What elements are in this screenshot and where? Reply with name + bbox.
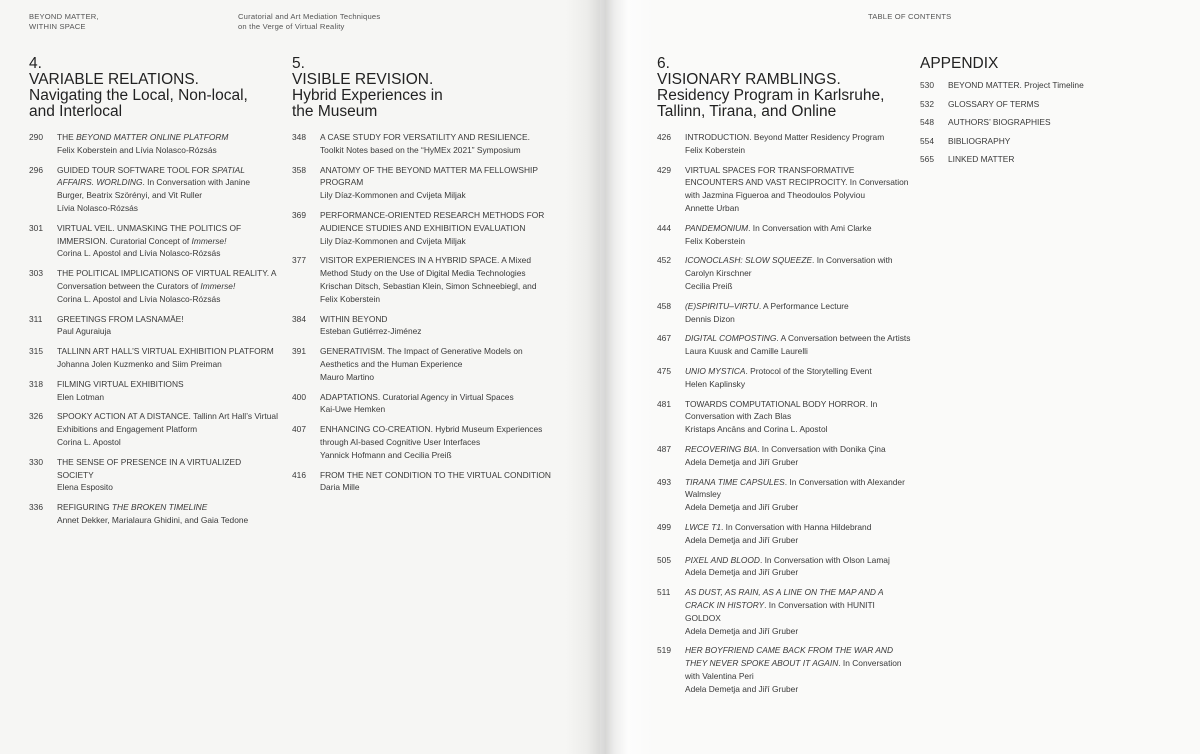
entry-authors: Adela Demetja and Jiří Gruber <box>685 683 799 694</box>
section-4 <box>29 56 279 534</box>
entry-body <box>320 313 552 339</box>
entry-title: BIBLIOGRAPHY <box>948 135 1011 146</box>
toc-entry <box>29 501 279 527</box>
entry-title: TALLINN ART HALL’S VIRTUAL EXHIBITION PLATFORM <box>57 346 274 357</box>
appendix <box>920 56 1120 172</box>
entry-body <box>948 98 1039 111</box>
entry-body <box>685 521 912 547</box>
entry-body <box>320 423 552 461</box>
entry-title: A CASE STUDY FOR VERSATILITY AND RESILIENCE. Toolkit Notes based on the “HyMEx 2021” Symposium <box>320 132 530 155</box>
book-subtitle-header <box>238 12 380 32</box>
page-number: 458 <box>657 300 671 311</box>
entry-title: BEYOND MATTER. <box>948 80 1022 90</box>
entry-title: LINKED MATTER <box>948 154 1015 165</box>
entry-authors: Krischan Ditsch, Sebastian Klein, Simon Schneebiegl, and Felix Koberstein <box>320 280 537 304</box>
entry-body <box>57 501 279 527</box>
page-number: 303 <box>29 268 43 279</box>
entry-description: A Conversation between the Artists <box>780 333 911 344</box>
toc-entry <box>657 586 912 637</box>
page-number: 548 <box>920 117 934 128</box>
toc-entry <box>657 222 912 248</box>
entry-body <box>320 131 552 157</box>
toc-entry <box>292 209 552 247</box>
appendix-entry <box>920 135 1120 148</box>
entry-title: THE POLITICAL IMPLICATIONS OF VIRTUAL REALITY. A Conversation between the Curators of Immerse! <box>57 268 277 291</box>
page-number: 565 <box>920 154 934 165</box>
book-subtitle-line-2: on the Verge of Virtual Reality <box>238 22 345 31</box>
page-number: 348 <box>292 132 306 142</box>
entry-title-wrap <box>685 300 912 313</box>
entry-authors: Dennis Dizon <box>685 313 735 324</box>
toc-entry <box>292 391 552 417</box>
section-subtitle-line: Residency Program in Karlsruhe, <box>657 87 885 104</box>
toc-entry <box>657 131 912 157</box>
running-head: TABLE OF CONTENTS <box>868 12 952 21</box>
toc-entry <box>29 131 279 157</box>
entry-body <box>685 365 912 391</box>
entry-authors: Laura Kuusk and Camille Laurelli <box>685 346 808 357</box>
entry-authors: Felix Koberstein <box>685 235 746 246</box>
page-number: 429 <box>657 164 671 175</box>
entry-description: In Conversation with Hanna Hildebrand <box>725 521 872 532</box>
entry-description: Protocol of the Storytelling Event <box>750 365 872 376</box>
entry-body <box>57 313 279 339</box>
entry-body <box>948 153 1014 166</box>
entry-body <box>685 300 912 326</box>
appendix-title: APPENDIX <box>920 55 999 72</box>
entry-description: In Conversation with Valentina Peri <box>685 658 902 681</box>
entry-body <box>320 164 552 202</box>
entry-description: In Conversation with Jazmina Figueroa and Theodoulos Polyviou <box>685 177 909 201</box>
entry-description: In Conversation with Alexander Walmsley <box>685 476 905 500</box>
entry-title: (E)SPIRITU–VIRTU. A Performance Lecture <box>685 300 849 311</box>
entry-title-wrap <box>320 131 552 157</box>
page-number: 384 <box>292 313 306 324</box>
page-number: 487 <box>657 443 671 454</box>
entry-authors: Adela Demetja and Jiří Gruber <box>685 456 799 467</box>
page-number: 369 <box>292 209 306 220</box>
page-number: 336 <box>29 502 43 513</box>
entry-title: SPOOKY ACTION AT A DISTANCE. Tallinn Art Hall’s Virtual Exhibitions and Engagement Platform <box>57 411 278 435</box>
section-6 <box>657 56 912 702</box>
toc-entry <box>657 254 912 292</box>
entry-title-wrap <box>685 644 912 682</box>
entry-body <box>685 554 912 580</box>
entry-title-wrap <box>685 398 912 424</box>
entry-title: PERFORMANCE-ORIENTED RESEARCH METHODS FOR AUDIENCE STUDIES AND EXHIBITION EVALUATION <box>320 209 545 233</box>
entry-body <box>57 267 279 305</box>
entry-title: AUTHORS’ BIOGRAPHIES <box>948 117 1051 128</box>
entry-body <box>57 378 279 404</box>
entry-title-wrap <box>685 222 912 235</box>
book-title-line-2: WITHIN SPACE <box>29 22 86 31</box>
toc-entry <box>657 644 912 695</box>
toc-entry <box>292 423 552 461</box>
page-number: 358 <box>292 164 306 175</box>
entry-authors: Lily Díaz-Kommonen and Cvijeta Miljak <box>320 235 466 246</box>
page-number: 444 <box>657 222 671 233</box>
entry-authors: Yannick Hofmann and Cecilia Preiß <box>320 449 452 460</box>
entry-title: GREETINGS FROM LASNAMÄE! <box>57 313 184 324</box>
entry-description: In Conversation with Olson Lamaj <box>764 554 890 565</box>
entry-title: GENERATIVISM. The Impact of Generative Models on Aesthetics and the Human Experience <box>320 346 523 369</box>
appendix-entry <box>920 153 1120 166</box>
entry-title: FROM THE NET CONDITION TO THE VIRTUAL CONDITION <box>320 469 551 480</box>
entry-description: Curatorial Agency in Virtual Spaces <box>382 391 514 402</box>
page-number: 530 <box>920 80 934 90</box>
section-subtitle-line: Tallinn, Tirana, and Online <box>657 103 837 120</box>
entry-title: TIRANA TIME CAPSULES. In Conversation with Alexander Walmsley <box>685 476 905 500</box>
entry-description: A Conversation between the Curators of Immerse! <box>57 268 277 291</box>
entry-body <box>57 164 279 215</box>
entry-authors: Esteban Gutiérrez-Jiménez <box>320 326 422 337</box>
toc-entry <box>657 398 912 436</box>
entry-body <box>948 116 1051 129</box>
entry-body <box>57 222 279 260</box>
page-number: 301 <box>29 222 43 233</box>
entry-title: ADAPTATIONS. Curatorial Agency in Virtual Spaces <box>320 391 514 402</box>
section-number: 5. <box>292 55 305 72</box>
entry-title-wrap <box>685 332 912 345</box>
entry-title: HER BOYFRIEND CAME BACK FROM THE WAR AND THEY NEVER SPOKE ABOUT IT AGAIN. In Conversation with Valentina Peri <box>685 645 902 681</box>
page-number: 481 <box>657 398 671 409</box>
entry-description: Toolkit Notes based on the “HyMEx 2021” Symposium <box>320 144 521 155</box>
toc-entry <box>29 378 279 404</box>
entry-description: A Performance Lecture <box>763 300 849 311</box>
toc-entry <box>657 476 912 514</box>
entry-body <box>57 456 279 494</box>
entry-authors: Elena Esposito <box>57 482 113 493</box>
page-number: 519 <box>657 645 671 656</box>
entry-body <box>685 131 912 157</box>
section-heading <box>657 56 912 120</box>
entry-title: REFIGURING THE BROKEN TIMELINE <box>57 502 208 513</box>
entry-description: Beyond Matter Residency Program <box>753 132 885 142</box>
toc-entry <box>292 313 552 339</box>
entry-title-wrap <box>320 423 552 449</box>
entry-title: UNIO MYSTICA. Protocol of the Storytelling Event <box>685 365 872 376</box>
section-subtitle-line: and Interlocal <box>29 103 123 120</box>
toc-entry <box>29 164 279 215</box>
entry-authors: Felix Koberstein and Lívia Nolasco-Rózsás <box>57 144 217 155</box>
entry-title: THE BEYOND MATTER ONLINE PLATFORM <box>57 132 229 142</box>
entry-description: In Conversation with HUNITI GOLDOX <box>685 599 875 623</box>
page-number: 290 <box>29 132 43 142</box>
entry-body <box>685 443 912 469</box>
entry-description: Tallinn Art Hall’s Virtual Exhibitions and Engagement Platform <box>57 411 278 435</box>
entry-body <box>320 391 552 417</box>
toc-entry <box>292 345 552 383</box>
entry-title-wrap <box>320 391 552 404</box>
entry-body <box>57 410 279 448</box>
toc-entry <box>657 365 912 391</box>
entry-title: FILMING VIRTUAL EXHIBITIONS <box>57 378 184 389</box>
entry-title: GLOSSARY OF TERMS <box>948 98 1040 109</box>
entry-body <box>685 164 912 215</box>
page-number: 505 <box>657 554 671 565</box>
entry-description: The Impact of Generative Models on Aesthetics and the Human Experience <box>320 346 523 369</box>
toc-entry <box>657 164 912 215</box>
entry-body <box>320 469 552 495</box>
section-number: 6. <box>657 55 670 72</box>
entry-authors: Corina L. Apostol <box>57 436 121 447</box>
toc-entry <box>29 456 279 494</box>
appendix-entry <box>920 98 1120 111</box>
page-number: 499 <box>657 521 671 532</box>
section-title: VISIONARY RAMBLINGS. <box>657 71 841 88</box>
entry-title-wrap <box>57 267 279 293</box>
entry-title: VIRTUAL SPACES FOR TRANSFORMATIVE ENCOUNTERS AND VAST RECIPROCITY. In Conversation with Jazmina Figueroa and Theodoulos Polyviou <box>685 164 909 201</box>
entry-body <box>685 398 912 436</box>
page-number: 554 <box>920 135 934 146</box>
entry-title-wrap <box>320 345 552 371</box>
entry-title: GUIDED TOUR SOFTWARE TOOL FOR SPATIAL AFFAIRS. WORLDING. In Conversation with Janine Burger, Beatrix Szörényi, and Vit Ruller <box>57 164 251 201</box>
entry-title-wrap <box>685 254 912 280</box>
entry-title: AS DUST, AS RAIN, AS A LINE ON THE MAP AND A CRACK IN HISTORY. In Conversation with HUNITI GOLDOX <box>685 587 884 623</box>
entry-title-wrap <box>685 554 912 567</box>
book-title-header <box>29 12 99 32</box>
entry-authors: Adela Demetja and Jiří Gruber <box>685 534 799 545</box>
entry-authors: Kristaps Ancāns and Corina L. Apostol <box>685 424 828 435</box>
entry-title-wrap <box>685 365 912 378</box>
entry-title: RECOVERING BIA. In Conversation with Donika Çina <box>685 443 886 454</box>
entry-title: LWCE T1. In Conversation with Hanna Hildebrand <box>685 521 872 532</box>
section-heading <box>292 56 552 120</box>
entry-description: Project Timeline <box>1024 80 1084 90</box>
section-title: VISIBLE REVISION. <box>292 71 434 88</box>
entry-description: In Conversation with Zach Blas <box>685 398 878 422</box>
entry-title: DIGITAL COMPOSTING. A Conversation between the Artists <box>685 333 911 344</box>
entry-body <box>948 135 1010 148</box>
toc-entry <box>29 222 279 260</box>
toc-entry <box>292 469 552 495</box>
entry-description: In Conversation with Janine Burger, Beatrix Szörényi, and Vit Ruller <box>57 177 251 201</box>
entry-body <box>685 476 912 514</box>
page-number: 296 <box>29 164 43 175</box>
entry-title: PANDEMONIUM. In Conversation with Ami Clarke <box>685 222 872 233</box>
entry-title-wrap <box>685 164 912 202</box>
entry-authors: Annette Urban <box>685 202 740 213</box>
page-number: 493 <box>657 476 671 487</box>
entry-body <box>320 209 552 247</box>
entry-body <box>320 254 552 305</box>
page-number: 400 <box>292 391 306 402</box>
entry-authors: Adela Demetja and Jiří Gruber <box>685 502 799 513</box>
page-number: 311 <box>29 313 43 324</box>
entry-authors: Adela Demetja and Jiří Gruber <box>685 625 799 636</box>
entry-title-wrap <box>320 254 552 280</box>
toc-entry <box>657 521 912 547</box>
section-subtitle-line: Navigating the Local, Non-local, <box>29 87 248 104</box>
page-number: 407 <box>292 424 306 435</box>
book-subtitle-line-1: Curatorial and Art Mediation Techniques <box>238 12 381 21</box>
section-heading <box>29 56 279 120</box>
entry-authors: Adela Demetja and Jiří Gruber <box>685 567 799 578</box>
entry-title-wrap <box>57 164 279 202</box>
entry-title: VIRTUAL VEIL. UNMASKING THE POLITICS OF IMMERSION. Curatorial Concept of Immerse! <box>57 222 242 246</box>
entry-description: In Conversation with Carolyn Kirschner <box>685 255 893 279</box>
book-gutter <box>565 0 655 754</box>
appendix-entry <box>920 79 1120 92</box>
entry-title: WITHIN BEYOND <box>320 313 388 324</box>
appendix-list <box>920 79 1120 166</box>
entry-title: THE SENSE OF PRESENCE IN A VIRTUALIZED SOCIETY <box>57 456 242 480</box>
entry-authors: Lívia Nolasco-Rózsás <box>57 202 138 213</box>
entry-description: Hybrid Museum Experiences through AI-based Cognitive User Interfaces <box>320 424 543 447</box>
page-number: 315 <box>29 346 43 357</box>
entry-title-wrap <box>685 586 912 624</box>
toc-entry <box>29 313 279 339</box>
toc-entry <box>29 410 279 448</box>
toc-entry <box>292 254 552 305</box>
entry-title: INTRODUCTION. Beyond Matter Residency Program <box>685 132 885 142</box>
page-number: 467 <box>657 333 671 344</box>
page-number: 452 <box>657 255 671 266</box>
page-number: 326 <box>29 411 43 422</box>
entry-description: In Conversation with Donika Çina <box>761 443 886 454</box>
entry-body <box>948 79 1084 92</box>
entry-authors: Annet Dekker, Marialaura Ghidini, and Gaia Tedone <box>57 514 249 525</box>
section-number: 4. <box>29 55 42 72</box>
entry-title-wrap <box>57 222 279 248</box>
entry-title: PIXEL AND BLOOD. In Conversation with Olson Lamaj <box>685 554 890 565</box>
section-subtitle-line: Hybrid Experiences in <box>292 87 443 104</box>
section-title: VARIABLE RELATIONS. <box>29 71 199 88</box>
entry-title-wrap <box>685 521 912 534</box>
book-title-line-1: BEYOND MATTER, <box>29 12 99 21</box>
entry-authors: Corina L. Apostol and Lívia Nolasco-Rózsás <box>57 248 221 259</box>
entry-body <box>685 254 912 292</box>
entry-title-wrap <box>685 131 912 144</box>
entry-body <box>685 332 912 358</box>
entry-title: ICONOCLASH: SLOW SQUEEZE. In Conversation with Carolyn Kirschner <box>685 255 893 279</box>
section-5 <box>292 56 552 501</box>
entry-authors: Elen Lotman <box>57 391 105 402</box>
entry-title: VISITOR EXPERIENCES IN A HYBRID SPACE. A Mixed Method Study on the Use of Digital Media Technologies <box>320 255 531 279</box>
entry-body <box>685 644 912 695</box>
entry-authors: Cecilia Preiß <box>685 280 733 291</box>
appendix-entry <box>920 116 1120 129</box>
toc-entry <box>657 554 912 580</box>
page-number: 416 <box>292 469 306 480</box>
toc-entry <box>29 345 279 371</box>
page-number: 475 <box>657 365 671 376</box>
page-number: 426 <box>657 132 671 142</box>
entry-body <box>685 586 912 637</box>
page-number: 318 <box>29 378 43 389</box>
entry-authors: Daria Mille <box>320 482 360 493</box>
entry-authors: Lily Díaz-Kommonen and Cvijeta Miljak <box>320 190 466 201</box>
entry-authors: Mauro Martino <box>320 371 374 382</box>
page-number: 511 <box>657 587 671 598</box>
entry-title: TOWARDS COMPUTATIONAL BODY HORROR. In Conversation with Zach Blas <box>685 398 878 422</box>
entry-description: In Conversation with Ami Clarke <box>752 222 872 233</box>
page-number: 330 <box>29 456 43 467</box>
entry-body <box>685 222 912 248</box>
entry-authors: Felix Koberstein <box>685 144 746 155</box>
entry-authors: Kai-Uwe Hemken <box>320 404 386 415</box>
entry-authors: Johanna Jolen Kuzmenko and Siim Preiman <box>57 358 222 369</box>
toc-entry <box>292 164 552 202</box>
entry-description: Curatorial Concept of Immerse! <box>110 235 227 246</box>
entry-authors: Helen Kaplinsky <box>685 378 746 389</box>
entry-authors: Corina L. Apostol and Lívia Nolasco-Rózsás <box>57 293 221 304</box>
page-number: 391 <box>292 346 306 357</box>
entry-body <box>320 345 552 383</box>
entry-authors: Paul Aguraiuja <box>57 326 112 337</box>
entry-body <box>57 131 279 157</box>
page-number: 377 <box>292 255 306 266</box>
page-number: 532 <box>920 98 934 109</box>
entry-title-wrap <box>685 476 912 502</box>
toc-entry <box>657 332 912 358</box>
section-subtitle-line: the Museum <box>292 103 378 120</box>
entry-title: ANATOMY OF THE BEYOND MATTER MA FELLOWSHIP PROGRAM <box>320 164 538 188</box>
toc-entry <box>292 131 552 157</box>
entry-description: A Mixed Method Study on the Use of Digital Media Technologies <box>320 255 531 279</box>
toc-entry <box>657 300 912 326</box>
entry-title: ENHANCING CO-CREATION. Hybrid Museum Experiences through AI-based Cognitive User Interfaces <box>320 424 543 447</box>
entry-title-wrap <box>57 410 279 436</box>
toc-entry <box>29 267 279 305</box>
entry-title-wrap <box>685 443 912 456</box>
toc-entry <box>657 443 912 469</box>
entry-body <box>57 345 279 371</box>
